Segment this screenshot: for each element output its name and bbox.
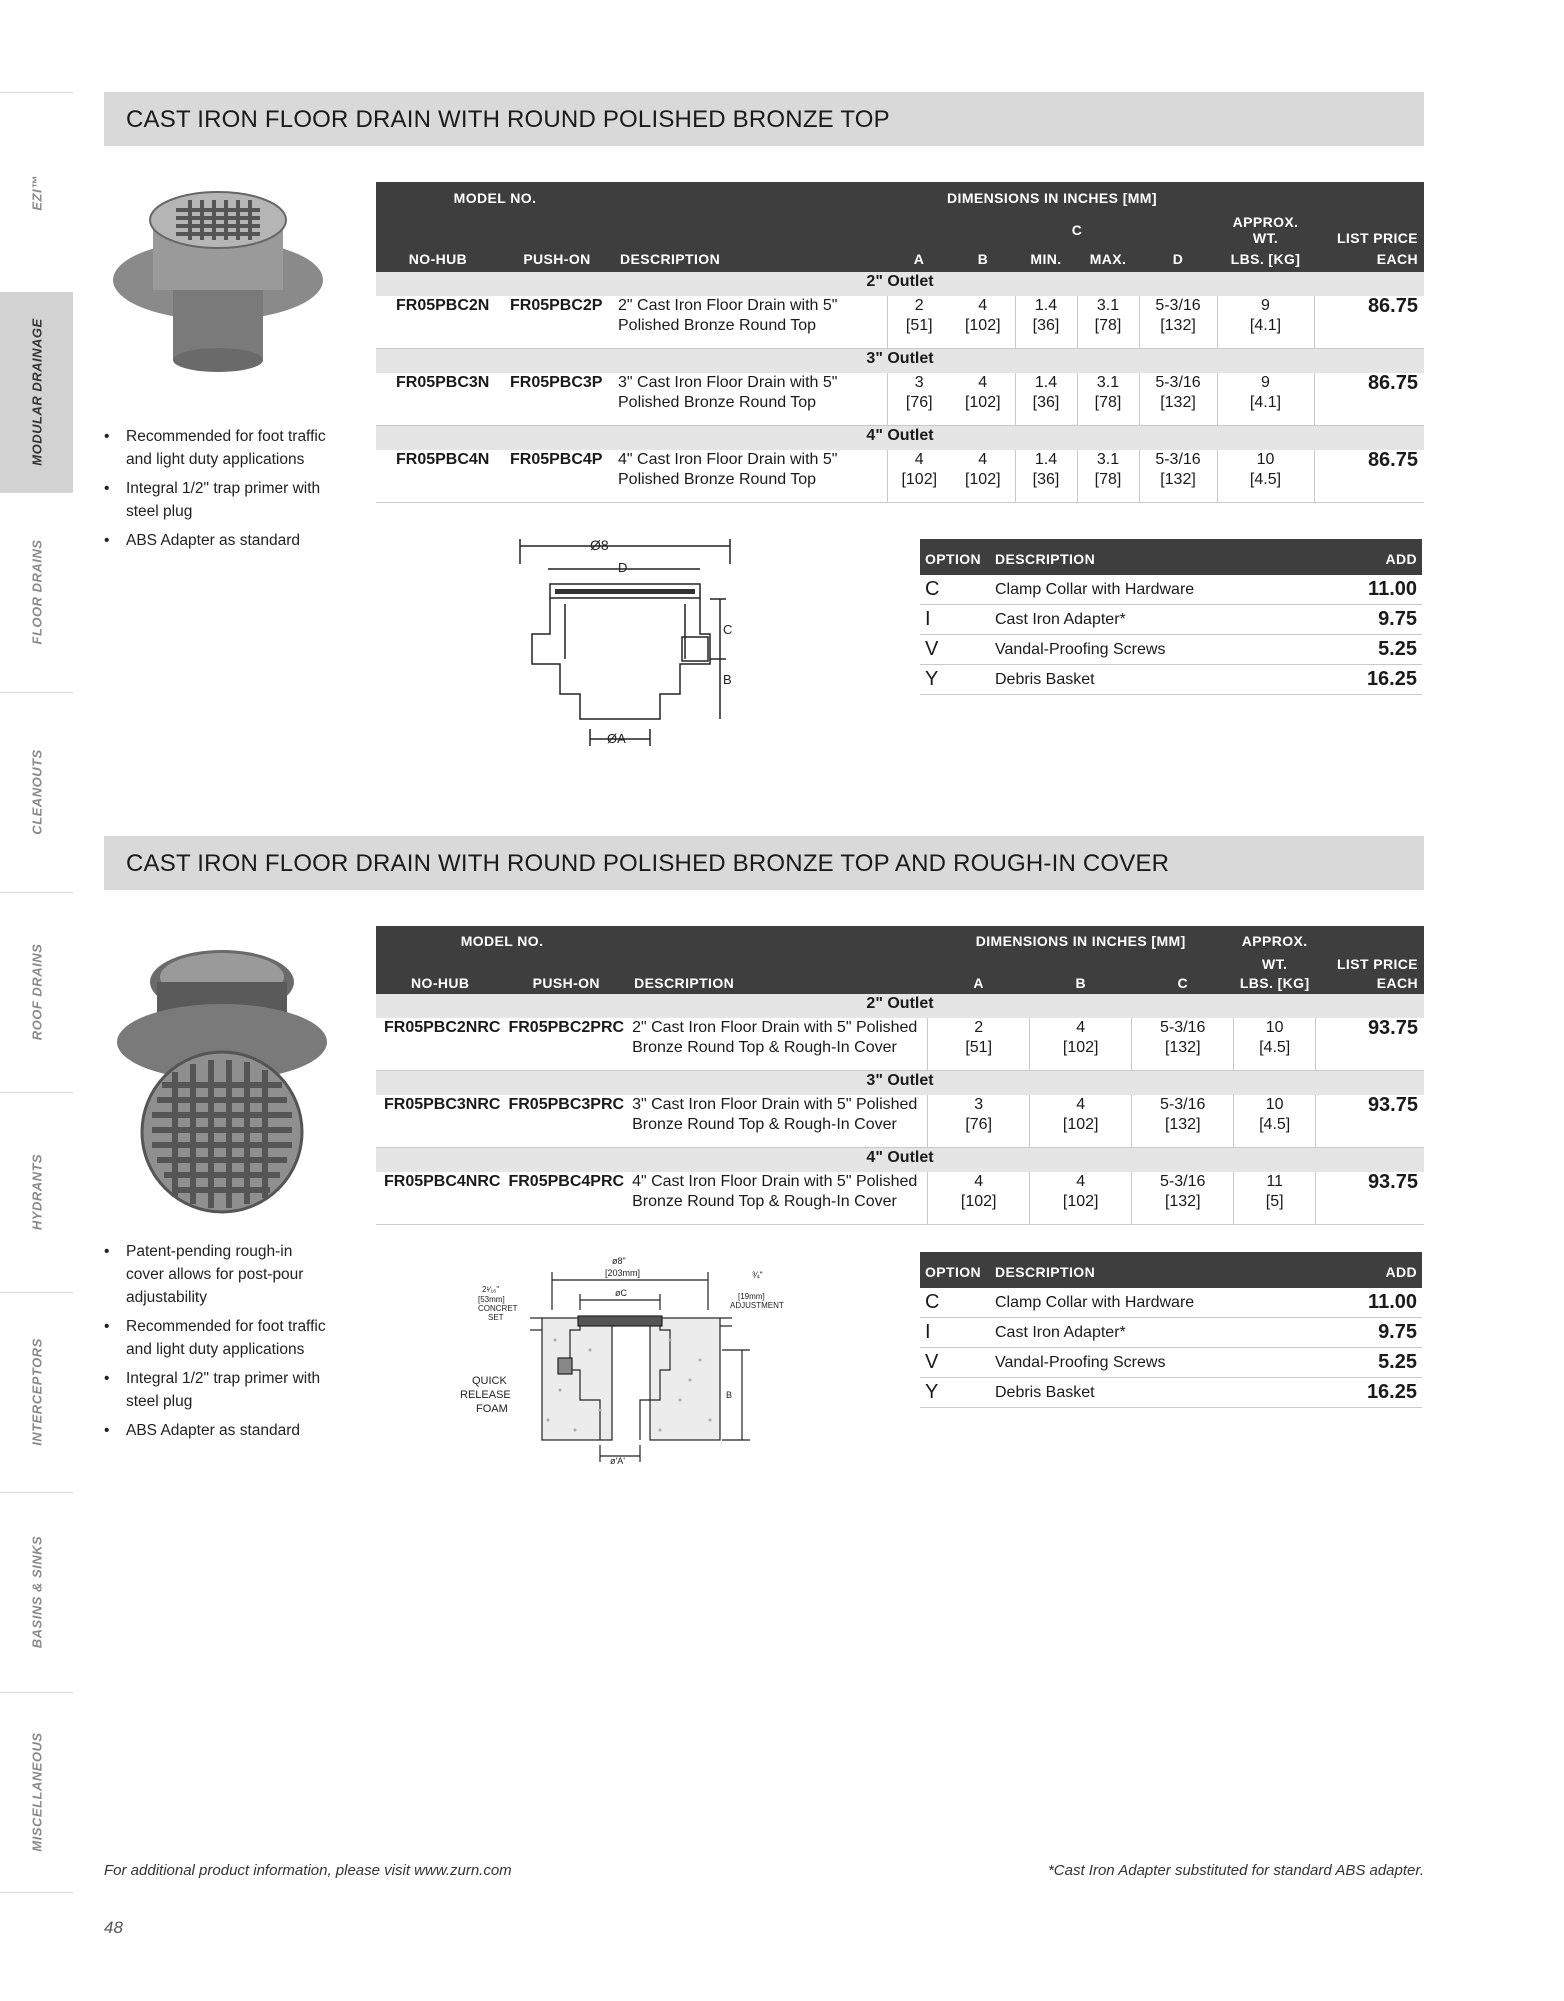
diagram-label-a: ø'A' <box>610 1456 625 1466</box>
weight-lbs: 11 <box>1266 1173 1283 1190</box>
no-hub-model: FR05PBC4N <box>376 450 500 503</box>
option-row <box>920 1318 1422 1348</box>
dim-in: 3 <box>914 374 924 391</box>
option-code: Y <box>920 665 990 695</box>
dim-d <box>1139 373 1217 426</box>
dim-mm: [36] <box>1032 394 1060 411</box>
dim-mm: [102] <box>1062 1116 1099 1133</box>
feature-item: • Recommended for foot traffic and light duty applications <box>104 425 334 471</box>
outlet-label: 4" Outlet <box>376 426 1424 451</box>
list-price: 93.75 <box>1316 1095 1424 1148</box>
section1-title: CAST IRON FLOOR DRAIN WITH ROUND POLISHED BRONZE TOP <box>126 106 890 133</box>
table-row <box>376 1095 1424 1148</box>
dim-mm: [132] <box>1160 471 1196 488</box>
weight <box>1234 1172 1316 1225</box>
feature-item: • Recommended for foot traffic and light duty applications <box>104 1315 334 1361</box>
push-on-model: FR05PBC2PRC <box>504 1018 628 1071</box>
option-price: 16.25 <box>1326 665 1422 695</box>
table-row <box>376 450 1424 503</box>
lbs-header: LBS. [KG] <box>1217 246 1314 272</box>
option-desc: Debris Basket <box>990 665 1326 695</box>
dim-mm: [78] <box>1094 317 1122 334</box>
option-price: 16.25 <box>1326 1378 1422 1408</box>
dim-in: 5-3/16 <box>1160 1173 1206 1190</box>
min-header: MIN. <box>1015 246 1077 272</box>
outlet-row <box>376 1148 1424 1173</box>
outlet-label: 4" Outlet <box>376 1148 1424 1173</box>
no-hub-header: NO-HUB <box>376 972 504 994</box>
weight <box>1217 450 1314 503</box>
description-line: 4" Cast Iron Floor Drain with 5" <box>618 451 838 468</box>
diagram-label-c: øC <box>615 1288 627 1298</box>
table-row <box>376 373 1424 426</box>
description-line: Bronze Round Top & Rough-In Cover <box>632 1116 897 1133</box>
dim-mm: [76] <box>905 394 933 411</box>
c-header: C <box>1132 972 1234 994</box>
table-row <box>376 1018 1424 1071</box>
outlet-row <box>376 426 1424 451</box>
feature-item: • ABS Adapter as standard <box>104 529 334 552</box>
table-row <box>376 1172 1424 1225</box>
dim-in: 4 <box>1076 1173 1086 1190</box>
outlet-label: 2" Outlet <box>376 994 1424 1018</box>
section2-header <box>104 836 1424 890</box>
section1-spec-table <box>376 182 1424 503</box>
outlet-row <box>376 994 1424 1018</box>
description-header: DESCRIPTION <box>628 972 928 994</box>
diagram-label-adjustment: ADJUSTMENT <box>730 1301 784 1310</box>
description-line: Bronze Round Top & Rough-In Cover <box>632 1193 897 1210</box>
option-description-header: DESCRIPTION <box>990 539 1326 575</box>
list-price-header: LIST PRICE <box>1314 214 1424 246</box>
diagram-label-c: C <box>723 622 733 637</box>
weight-lbs: 10 <box>1265 1019 1284 1036</box>
weight <box>1217 373 1314 426</box>
no-hub-model: FR05PBC4NRC <box>376 1172 504 1225</box>
section1-dimension-diagram <box>510 534 750 754</box>
option-price: 5.25 <box>1326 635 1422 665</box>
dim-in: 5-3/16 <box>1160 1019 1206 1036</box>
section1-features <box>104 425 334 558</box>
side-tab-cleanouts[interactable] <box>0 692 73 893</box>
diagram-label-b: B <box>723 672 732 687</box>
diagram-label-b: B <box>726 1390 733 1400</box>
option-row <box>920 1348 1422 1378</box>
weight-lbs: 10 <box>1256 451 1275 468</box>
option-price: 9.75 <box>1326 1318 1422 1348</box>
weight-kg: [4.1] <box>1249 394 1282 411</box>
dim-mm: [132] <box>1164 1116 1201 1133</box>
dim-mm: [102] <box>960 1193 997 1210</box>
side-tab-label: MODULAR DRAINAGE <box>29 318 44 466</box>
side-tab-label: FLOOR DRAINS <box>29 539 44 645</box>
weight-kg: [4.5] <box>1249 471 1282 488</box>
weight-lbs: 9 <box>1261 297 1270 314</box>
description-cell <box>628 1018 928 1071</box>
no-hub-model: FR05PBC3N <box>376 373 500 426</box>
footer-adapter-note: *Cast Iron Adapter substituted for standard ABS adapter. <box>1047 1862 1424 1879</box>
side-tab-basins-sinks[interactable] <box>0 1492 73 1693</box>
dim-mm: [102] <box>964 394 1001 411</box>
side-tab-bar <box>0 92 73 1892</box>
weight <box>1234 1018 1316 1071</box>
dim-mm: [102] <box>901 471 938 488</box>
diagram-label-adjust-mm: [19mm] <box>738 1292 765 1301</box>
weight-kg: [4.5] <box>1259 1039 1291 1056</box>
option-desc: Vandal-Proofing Screws <box>990 1348 1326 1378</box>
dim-b <box>1030 1018 1132 1071</box>
option-desc: Cast Iron Adapter* <box>990 605 1326 635</box>
dim-mm: [36] <box>1032 317 1060 334</box>
outlet-row <box>376 272 1424 296</box>
push-on-model: FR05PBC4P <box>500 450 614 503</box>
diagram-label-set-mm: [53mm] <box>478 1295 505 1304</box>
option-code: I <box>920 605 990 635</box>
dim-mm: [132] <box>1160 317 1196 334</box>
no-hub-model: FR05PBC2N <box>376 296 500 349</box>
section2-spec-table <box>376 926 1424 1225</box>
description-line: 4" Cast Iron Floor Drain with 5" Polished <box>632 1173 918 1190</box>
description-header: DESCRIPTION <box>614 246 887 272</box>
dim-in: 3.1 <box>1096 451 1120 468</box>
list-price-header: LIST PRICE <box>1316 956 1424 972</box>
side-tab-interceptors[interactable] <box>0 1292 73 1493</box>
push-on-header: PUSH-ON <box>500 246 614 272</box>
side-tab-roof-drains[interactable] <box>0 892 73 1093</box>
page-number: 48 <box>104 1918 123 1937</box>
approx-header: APPROX. <box>1234 926 1316 956</box>
description-cell <box>614 450 887 503</box>
dim-in: 5-3/16 <box>1155 297 1201 314</box>
no-hub-header: NO-HUB <box>376 246 500 272</box>
feature-item: • Integral 1/2" trap primer with steel plug <box>104 1367 334 1413</box>
option-price: 11.00 <box>1326 1288 1422 1318</box>
description-line: Polished Bronze Round Top <box>618 471 817 488</box>
dim-in: 5-3/16 <box>1155 374 1201 391</box>
approx-wt-header: APPROX. WT. <box>1217 214 1314 246</box>
dim-in: 4 <box>914 451 924 468</box>
dim-in: 2 <box>974 1019 984 1036</box>
diagram-label-top: ø8" <box>612 1256 626 1266</box>
dim-a <box>928 1172 1030 1225</box>
dim-d <box>1139 450 1217 503</box>
each-header: EACH <box>1316 972 1424 994</box>
description-cell <box>614 373 887 426</box>
list-price: 93.75 <box>1316 1172 1424 1225</box>
option-row <box>920 1288 1422 1318</box>
dimensions-header: DIMENSIONS IN INCHES [MM] <box>928 926 1234 956</box>
dim-d <box>1139 296 1217 349</box>
table-row <box>376 296 1424 349</box>
dim-mm: [132] <box>1160 394 1196 411</box>
side-tab-modular-drainage[interactable] <box>0 292 73 493</box>
option-code: Y <box>920 1378 990 1408</box>
dim-mm: [78] <box>1094 471 1122 488</box>
dim-mm: [132] <box>1164 1193 1201 1210</box>
side-tab-miscellaneous[interactable] <box>0 1692 73 1893</box>
option-desc: Vandal-Proofing Screws <box>990 635 1326 665</box>
product-photo-floor-drain-rough-in <box>112 932 332 1222</box>
section1-header <box>104 92 1424 146</box>
diagram-label-top: Ø8 <box>590 537 609 553</box>
dim-c-max <box>1077 296 1139 349</box>
dim-mm: [102] <box>964 317 1001 334</box>
side-tab-label: EZI™ <box>29 175 44 211</box>
diagram-label-foam: FOAM <box>476 1403 508 1415</box>
dim-mm: [76] <box>965 1116 993 1133</box>
dim-mm: [102] <box>1062 1193 1099 1210</box>
model-no-header: MODEL NO. <box>376 182 614 214</box>
dim-in: 4 <box>978 297 988 314</box>
diagram-label-a: ØA <box>607 731 626 746</box>
option-code: C <box>920 1288 990 1318</box>
section1-options-table <box>920 539 1422 695</box>
weight-kg: [4.5] <box>1259 1116 1291 1133</box>
dim-c <box>1132 1172 1234 1225</box>
option-add-header: ADD <box>1326 539 1422 575</box>
section2-title: CAST IRON FLOOR DRAIN WITH ROUND POLISHED BRONZE TOP AND ROUGH-IN COVER <box>126 850 1170 877</box>
side-tab-label: CLEANOUTS <box>29 749 44 835</box>
option-header: OPTION <box>920 1252 990 1288</box>
dim-mm: [51] <box>905 317 933 334</box>
option-row <box>920 605 1422 635</box>
dim-c <box>1132 1018 1234 1071</box>
outlet-label: 2" Outlet <box>376 272 1424 296</box>
diagram-label-adjust-height: ¾" <box>752 1270 763 1280</box>
dim-in: 5-3/16 <box>1160 1096 1206 1113</box>
description-cell <box>614 296 887 349</box>
dim-mm: [102] <box>1062 1039 1099 1056</box>
c-header: C <box>1015 214 1139 246</box>
diagram-label-release: RELEASE <box>460 1389 511 1401</box>
side-tab-label: HYDRANTS <box>29 1153 44 1231</box>
dim-a <box>887 373 951 426</box>
outlet-row <box>376 1071 1424 1096</box>
description-line: 2" Cast Iron Floor Drain with 5" <box>618 297 838 314</box>
dim-mm: [36] <box>1032 471 1060 488</box>
d-header: D <box>1139 246 1217 272</box>
option-desc: Cast Iron Adapter* <box>990 1318 1326 1348</box>
dim-in: 4 <box>974 1173 984 1190</box>
weight-kg: [5] <box>1265 1193 1284 1210</box>
dim-in: 1.4 <box>1034 374 1058 391</box>
diagram-label-set: SET <box>488 1313 504 1322</box>
dim-mm: [78] <box>1094 394 1122 411</box>
option-code: C <box>920 575 990 605</box>
option-price: 11.00 <box>1326 575 1422 605</box>
dim-a <box>928 1018 1030 1071</box>
option-desc: Clamp Collar with Hardware <box>990 575 1326 605</box>
section2-options-table <box>920 1252 1422 1408</box>
dim-c-max <box>1077 373 1139 426</box>
dim-mm: [132] <box>1164 1039 1201 1056</box>
outlet-label: 3" Outlet <box>376 1071 1424 1096</box>
dim-b <box>1030 1172 1132 1225</box>
dim-in: 3.1 <box>1096 297 1120 314</box>
description-line: 3" Cast Iron Floor Drain with 5" Polished <box>632 1096 918 1113</box>
product-photo-floor-drain <box>108 180 328 390</box>
weight-lbs: 9 <box>1261 374 1270 391</box>
outlet-label: 3" Outlet <box>376 349 1424 374</box>
b-header: B <box>951 246 1015 272</box>
description-line: Bronze Round Top & Rough-In Cover <box>632 1039 897 1056</box>
section2-dimension-diagram <box>460 1250 790 1470</box>
dim-in: 2 <box>914 297 924 314</box>
dim-in: 1.4 <box>1034 451 1058 468</box>
dim-in: 3 <box>974 1096 984 1113</box>
section2-features <box>104 1240 334 1448</box>
dim-mm: [51] <box>965 1039 993 1056</box>
option-code: I <box>920 1318 990 1348</box>
lbs-header: LBS. [KG] <box>1234 972 1316 994</box>
side-tab-ezi[interactable] <box>0 92 73 294</box>
side-tab-label: ROOF DRAINS <box>29 943 44 1041</box>
option-description-header: DESCRIPTION <box>990 1252 1326 1288</box>
dim-c-min <box>1015 450 1077 503</box>
list-price: 86.75 <box>1314 373 1424 426</box>
dim-in: 5-3/16 <box>1155 451 1201 468</box>
dim-c-min <box>1015 296 1077 349</box>
diagram-label-top-mm: [203mm] <box>605 1268 641 1278</box>
diagram-label-concret: CONCRET <box>478 1304 518 1313</box>
dim-mm: [102] <box>964 471 1001 488</box>
no-hub-model: FR05PBC3NRC <box>376 1095 504 1148</box>
dim-in: 4 <box>1076 1019 1086 1036</box>
feature-item: • ABS Adapter as standard <box>104 1419 334 1442</box>
dim-b <box>951 373 1015 426</box>
wt-header: WT. <box>1234 956 1316 972</box>
option-price: 9.75 <box>1326 605 1422 635</box>
b-header: B <box>1030 972 1132 994</box>
option-code: V <box>920 1348 990 1378</box>
option-price: 5.25 <box>1326 1348 1422 1378</box>
side-tab-label: BASINS & SINKS <box>29 1535 44 1649</box>
dim-in: 1.4 <box>1034 297 1058 314</box>
diagram-label-d: D <box>618 560 628 575</box>
footer-website-note: For additional product information, please visit www.zurn.com <box>104 1862 512 1879</box>
option-row <box>920 575 1422 605</box>
option-code: V <box>920 635 990 665</box>
description-line: Polished Bronze Round Top <box>618 317 817 334</box>
dim-c-min <box>1015 373 1077 426</box>
a-header: A <box>928 972 1030 994</box>
max-header: MAX. <box>1077 246 1139 272</box>
dim-a <box>887 450 951 503</box>
dim-a <box>887 296 951 349</box>
push-on-model: FR05PBC2P <box>500 296 614 349</box>
option-desc: Clamp Collar with Hardware <box>990 1288 1326 1318</box>
a-header: A <box>887 246 951 272</box>
description-line: 2" Cast Iron Floor Drain with 5" Polished <box>632 1019 918 1036</box>
weight <box>1234 1095 1316 1148</box>
description-cell <box>628 1172 928 1225</box>
dimensions-header: DIMENSIONS IN INCHES [MM] <box>887 182 1217 214</box>
feature-item: • Integral 1/2" trap primer with steel plug <box>104 477 334 523</box>
option-header: OPTION <box>920 539 990 575</box>
side-tab-label: INTERCEPTORS <box>29 1338 44 1446</box>
model-no-header: MODEL NO. <box>376 926 628 956</box>
diagram-label-quick: QUICK <box>472 1375 507 1387</box>
option-row <box>920 635 1422 665</box>
feature-item: • Patent-pending rough-in cover allows for post-pour adjustability <box>104 1240 334 1309</box>
push-on-model: FR05PBC3PRC <box>504 1095 628 1148</box>
list-price: 93.75 <box>1316 1018 1424 1071</box>
outlet-row <box>376 349 1424 374</box>
dim-in: 4 <box>978 451 988 468</box>
option-row <box>920 1378 1422 1408</box>
dim-a <box>928 1095 1030 1148</box>
weight-lbs: 10 <box>1265 1096 1284 1113</box>
option-desc: Debris Basket <box>990 1378 1326 1408</box>
side-tab-hydrants[interactable] <box>0 1092 73 1293</box>
side-tab-floor-drains[interactable] <box>0 492 73 693</box>
push-on-model: FR05PBC4PRC <box>504 1172 628 1225</box>
list-price: 86.75 <box>1314 296 1424 349</box>
push-on-header: PUSH-ON <box>504 972 628 994</box>
weight-kg: [4.1] <box>1249 317 1282 334</box>
dim-c-max <box>1077 450 1139 503</box>
description-line: Polished Bronze Round Top <box>618 394 817 411</box>
list-price: 86.75 <box>1314 450 1424 503</box>
dim-b <box>1030 1095 1132 1148</box>
description-line: 3" Cast Iron Floor Drain with 5" <box>618 374 838 391</box>
weight <box>1217 296 1314 349</box>
push-on-model: FR05PBC3P <box>500 373 614 426</box>
no-hub-model: FR05PBC2NRC <box>376 1018 504 1071</box>
side-tab-label: MISCELLANEOUS <box>29 1732 44 1852</box>
dim-in: 4 <box>978 374 988 391</box>
dim-in: 4 <box>1076 1096 1086 1113</box>
description-cell <box>628 1095 928 1148</box>
option-add-header: ADD <box>1326 1252 1422 1288</box>
dim-in: 3.1 <box>1096 374 1120 391</box>
dim-c <box>1132 1095 1234 1148</box>
dim-b <box>951 450 1015 503</box>
each-header: EACH <box>1314 246 1424 272</box>
diagram-label-set-height: 2¹⁄₁₆" <box>482 1285 500 1294</box>
option-row <box>920 665 1422 695</box>
dim-b <box>951 296 1015 349</box>
